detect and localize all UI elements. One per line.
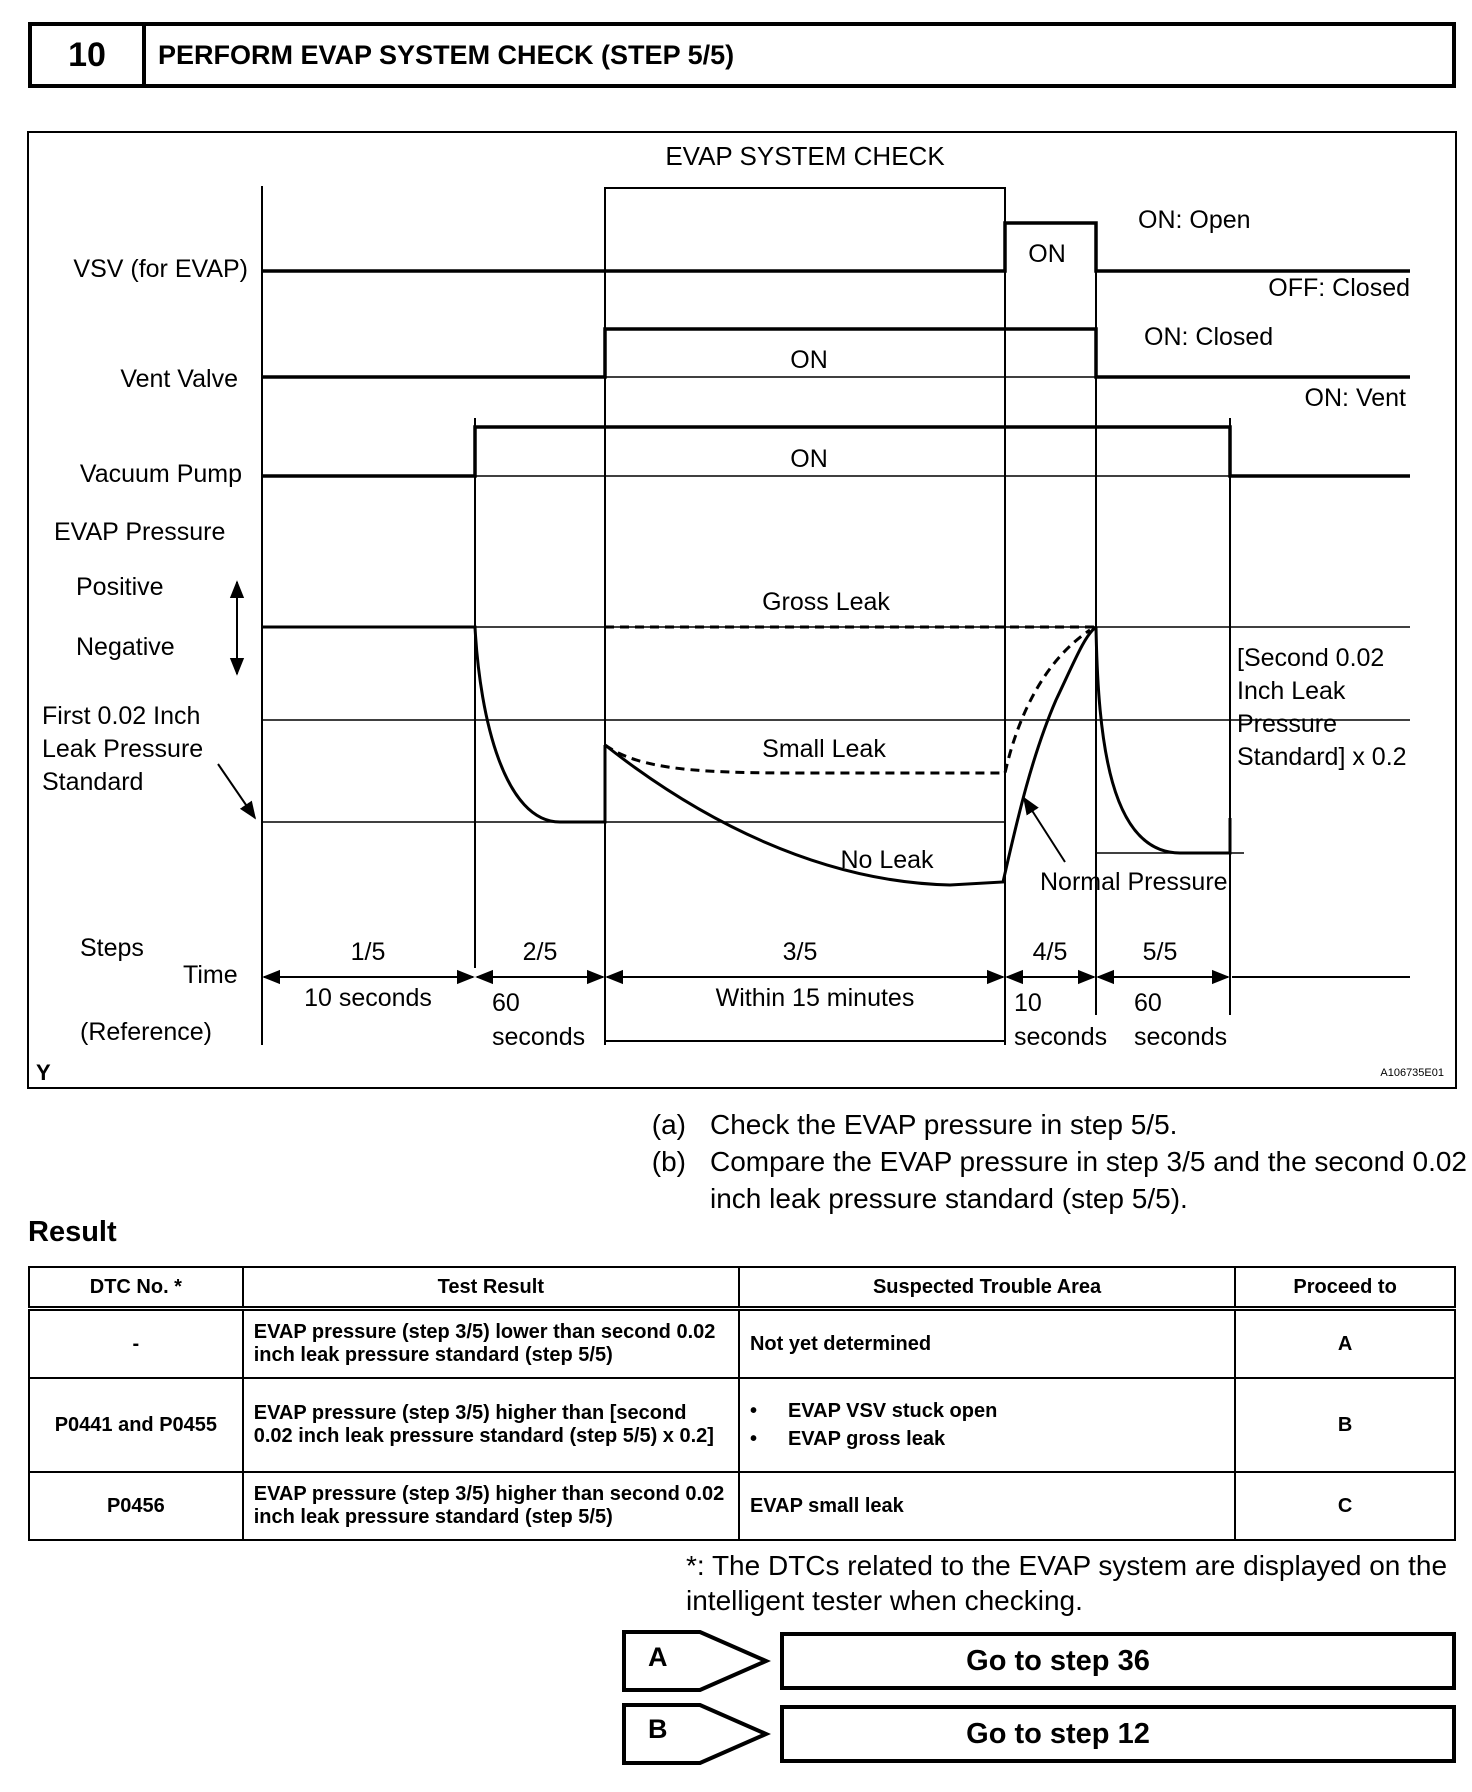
tag-a-label: A: [648, 1642, 668, 1672]
table-row: [29, 1378, 1455, 1472]
step-number: 10: [32, 26, 146, 84]
result-title: Result: [28, 1216, 117, 1248]
trouble-area-item: • EVAP VSV stuck open: [750, 1397, 1224, 1425]
diagram-title: EVAP SYSTEM CHECK: [665, 141, 945, 171]
tag-b-arrow: [622, 1703, 772, 1765]
duration-2b: seconds: [492, 1023, 586, 1051]
curve-pumpdown: [262, 627, 605, 822]
label-evap-pressure: EVAP Pressure: [54, 518, 226, 546]
step-3-label: 3/5: [782, 938, 818, 966]
table-row: [29, 1472, 1455, 1540]
first-standard-pointer: [218, 764, 255, 818]
duration-5a: 60: [1134, 989, 1162, 1017]
cell-proceed: C: [1235, 1472, 1455, 1540]
instruction-a: [622, 1106, 1470, 1143]
gross-leak-label: Gross Leak: [762, 588, 890, 616]
step-1-label: 1/5: [350, 938, 386, 966]
cell-test-result: EVAP pressure (step 3/5) lower than second 0.02 inch leak pressure standard (step 5/5): [243, 1309, 739, 1379]
tag-b-label: B: [648, 1714, 668, 1744]
duration-4b: seconds: [1014, 1023, 1108, 1051]
col-proceed-to: Proceed to: [1235, 1267, 1455, 1309]
step-2-label: 2/5: [522, 938, 558, 966]
instruction-label: (b): [651, 1146, 686, 1177]
cell-dtc: -: [29, 1309, 243, 1379]
go-to-step-12-button[interactable]: Go to step 12: [780, 1705, 1456, 1763]
label-vent-valve: Vent Valve: [120, 365, 238, 393]
tag-a-arrow: [622, 1630, 772, 1692]
label-vacuum-pump: Vacuum Pump: [79, 460, 242, 488]
label-vsv: VSV (for EVAP): [73, 255, 248, 283]
small-leak-label: Small Leak: [762, 735, 886, 763]
instruction-b: [622, 1143, 1470, 1217]
duration-2a: 60: [492, 989, 520, 1017]
label-first-standard-1: First 0.02 Inch: [42, 702, 201, 730]
cell-dtc: P0456: [29, 1472, 243, 1540]
cell-proceed: A: [1235, 1309, 1455, 1379]
label-positive: Positive: [76, 573, 164, 601]
cell-test-result: EVAP pressure (step 3/5) higher than [second 0.02 inch leak pressure standard (step 5/5) x 0.2]: [243, 1378, 739, 1472]
reference-label: (Reference): [80, 1018, 212, 1046]
col-test-result: Test Result: [243, 1267, 739, 1309]
label-first-standard-2: Leak Pressure: [42, 735, 204, 763]
cell-proceed: B: [1235, 1378, 1455, 1472]
step-title: PERFORM EVAP SYSTEM CHECK (STEP 5/5): [158, 39, 735, 70]
pump-on-label: ON: [790, 445, 828, 473]
second-standard-3: Pressure: [1237, 710, 1338, 738]
no-leak-label: No Leak: [840, 846, 934, 874]
duration-4a: 10: [1014, 989, 1042, 1017]
instruction-label: (a): [651, 1109, 686, 1140]
instruction-text: Compare the EVAP pressure in step 3/5 and the second 0.02 inch leak pressure standard (step 5/5).: [710, 1146, 1467, 1214]
table-header-row: [29, 1267, 1455, 1309]
duration-1: 10 seconds: [304, 984, 432, 1012]
vacuum-pump-signal: [262, 427, 1410, 476]
second-standard-1: [Second 0.02: [1237, 644, 1385, 672]
second-standard-4: Standard] x 0.2: [1237, 743, 1407, 771]
vent-vent-label: ON: Vent: [1304, 384, 1406, 412]
cell-test-result: EVAP pressure (step 3/5) higher than second 0.02 inch leak pressure standard (step 5/5): [243, 1472, 739, 1540]
instruction-text: Check the EVAP pressure in step 5/5.: [710, 1109, 1178, 1140]
dtc-note: *: The DTCs related to the EVAP system are displayed on the intelligent tester when checking.: [686, 1550, 1448, 1616]
step-4-label: 4/5: [1032, 938, 1068, 966]
normal-pressure-pointer: [1024, 798, 1065, 862]
trouble-area-item: • EVAP gross leak: [750, 1425, 1224, 1453]
cell-trouble-area: Not yet determined: [739, 1309, 1235, 1379]
step-5-label: 5/5: [1142, 938, 1178, 966]
cell-trouble-area: EVAP small leak: [739, 1472, 1235, 1540]
vsv-on-label: ON: [1028, 240, 1066, 268]
time-label: Time: [183, 961, 238, 989]
table-row: [29, 1309, 1455, 1379]
duration-5b: seconds: [1134, 1023, 1228, 1051]
second-standard-2: Inch Leak: [1237, 677, 1346, 705]
cell-trouble-area: [739, 1378, 1235, 1472]
figure-code: A106735E01: [1380, 1067, 1444, 1079]
vent-closed-label: ON: Closed: [1144, 323, 1274, 351]
cell-dtc: P0441 and P0455: [29, 1378, 243, 1472]
instructions: [622, 1106, 1470, 1217]
normal-pressure-label: Normal Pressure: [1040, 868, 1228, 896]
curve-step-5: [1096, 627, 1230, 853]
col-dtc: DTC No. *: [29, 1267, 243, 1309]
go-to-step-36-button[interactable]: Go to step 36: [780, 1632, 1456, 1690]
col-trouble-area: Suspected Trouble Area: [739, 1267, 1235, 1309]
label-negative: Negative: [76, 633, 175, 661]
vent-on-label: ON: [790, 346, 828, 374]
vsv-open-label: ON: Open: [1138, 206, 1251, 234]
label-first-standard-3: Standard: [42, 768, 144, 796]
steps-label: Steps: [80, 934, 144, 962]
result-table: [28, 1266, 1456, 1541]
duration-3: Within 15 minutes: [715, 984, 915, 1012]
corner-mark: Y: [36, 1060, 51, 1085]
vsv-closed-label: OFF: Closed: [1268, 274, 1410, 302]
